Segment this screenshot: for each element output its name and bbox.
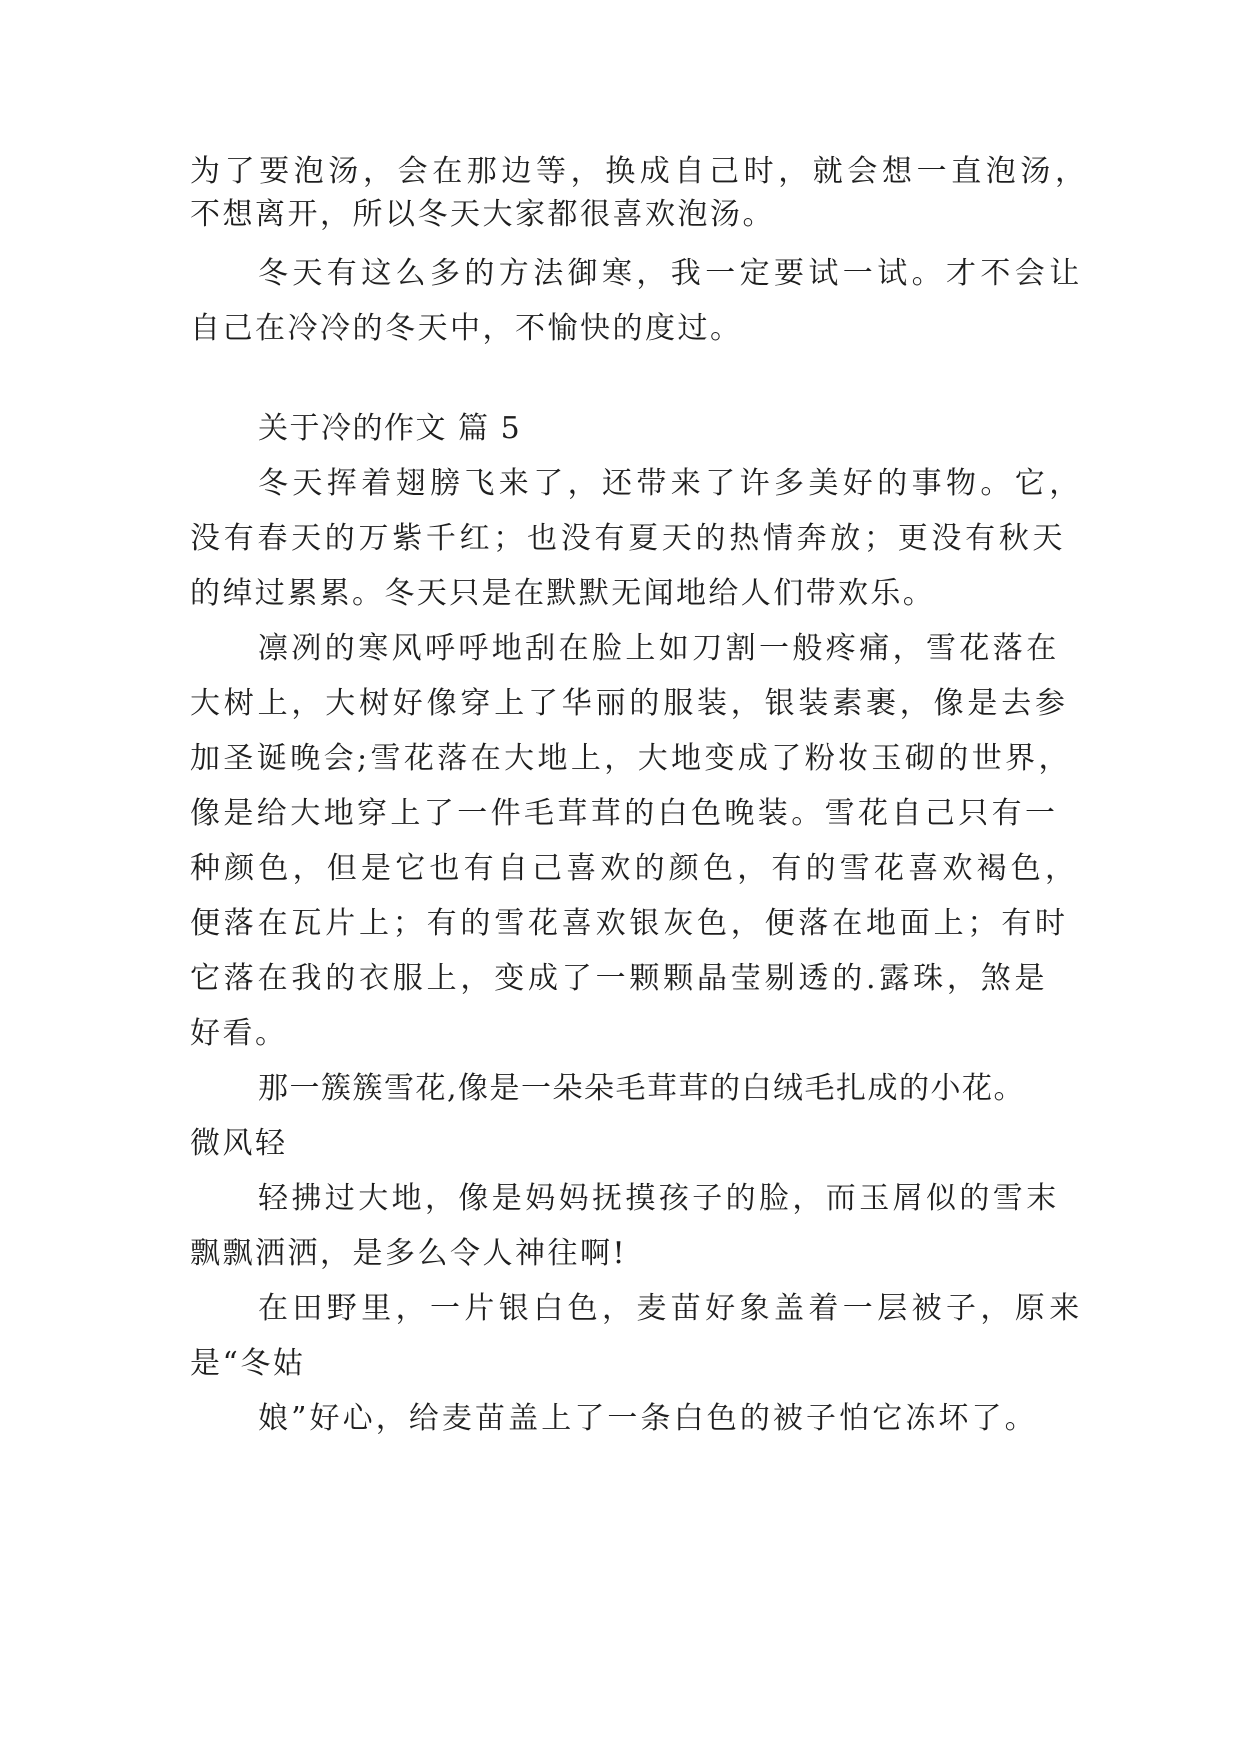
text-line: 好看。: [190, 1016, 288, 1051]
text-line: 那一簇簇雪花,像是一朵朵毛茸茸的白绒毛扎成的小花。: [258, 1071, 1026, 1106]
text-line: 不想离开，所以冬天大家都很喜欢泡汤。: [190, 197, 775, 232]
text-line: 便落在瓦片上；有的雪花喜欢银灰色，便落在地面上；有时: [190, 906, 1069, 941]
text-line: 为了要泡汤，会在那边等，换成自己时，就会想一直泡汤，: [190, 154, 1090, 189]
text-line: 飘飘洒洒，是多么令人神往啊!: [190, 1236, 628, 1271]
text-line: 它落在我的衣服上，变成了一颗颗晶莹剔透的.露珠，煞是: [190, 961, 1049, 996]
text-line: 在田野里，一片银白色，麦苗好象盖着一层被子，原来: [258, 1291, 1084, 1326]
text-line: 的绰过累累。冬天只是在默默无闻地给人们带欢乐。: [190, 576, 936, 611]
text-line: 加圣诞晚会;雪花落在大地上，大地变成了粉妆玉砌的世界，: [190, 741, 1072, 776]
section-heading: 关于冷的作文 篇 5: [258, 411, 522, 446]
text-line: 娘”好心，给麦苗盖上了一条白色的被子怕它冻坏了。: [258, 1401, 1038, 1436]
text-line: 大树上，大树好像穿上了华丽的服装，银装素裹，像是去参: [190, 686, 1069, 721]
text-line: 冬天挥着翅膀飞来了，还带来了许多美好的事物。它，: [258, 466, 1084, 501]
text-line: 冬天有这么多的方法御寒，我一定要试一试。才不会让: [258, 256, 1084, 291]
text-line: 自己在冷冷的冬天中，不愉快的度过。: [190, 311, 743, 346]
text-line: 种颜色，但是它也有自己喜欢的颜色，有的雪花喜欢褐色，: [190, 851, 1080, 886]
text-line: 是“冬姑: [190, 1346, 306, 1381]
text-line: 没有春天的万紫千红；也没有夏天的热情奔放；更没有秋天: [190, 521, 1067, 556]
text-line: 轻拂过大地，像是妈妈抚摸孩子的脸，而玉屑似的雪末: [258, 1181, 1060, 1216]
text-line: 微风轻: [190, 1126, 288, 1161]
text-line: 像是给大地穿上了一件毛茸茸的白色晚装。雪花自己只有一: [190, 796, 1059, 831]
text-line: 凛冽的寒风呼呼地刮在脸上如刀割一般疼痛，雪花落在: [258, 631, 1060, 666]
